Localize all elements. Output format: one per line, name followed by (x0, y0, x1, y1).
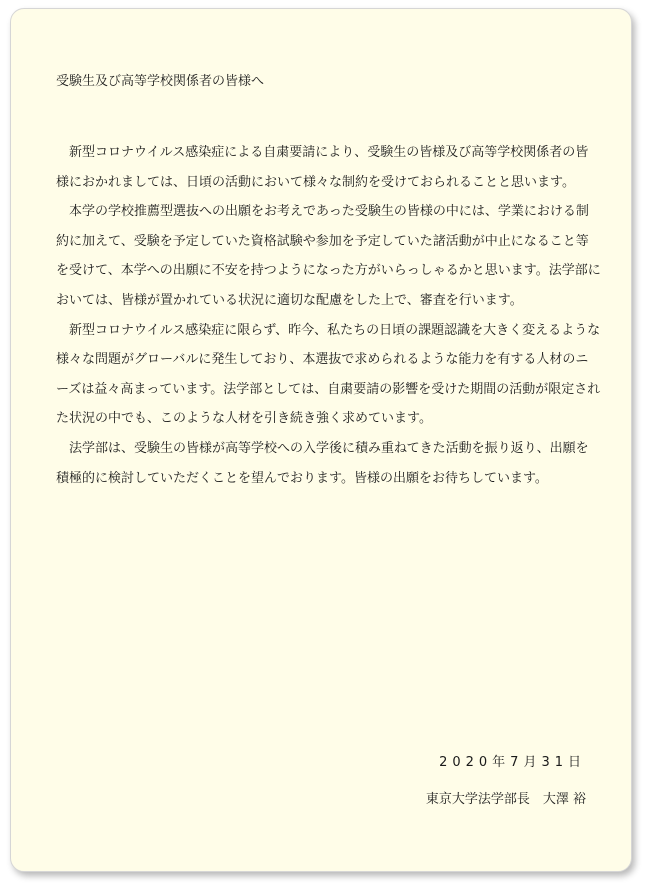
letter-body (56, 71, 601, 493)
salutation: 受験生及び高等学校関係者の皆様へ (56, 74, 265, 89)
signatory: 東京大学法学部長 大澤 裕 (425, 792, 586, 807)
paragraph-2: 本学の学校推薦型選抜への出願をお考えであった受験生の皆様の中には、学業における制約に加えて、受験を予定していた資格試験や参加を予定していた諸活動が中止になること等を受けて、本学への出願に不安を持つようになった方がいらっしゃるかと思います。法学部においては、皆様が置かれている状況に適切な配慮をした上で、審査を行います。 (56, 204, 601, 308)
signature-block (426, 744, 586, 818)
paragraph-1: 新型コロナウイルス感染症による自粛要請により、受験生の皆様及び高等学校関係者の皆様におかれましては、日頃の活動において様々な制約を受けておられることと思います。 (56, 145, 589, 190)
paragraph-3: 新型コロナウイルス感染症に限らず、昨今、私たちの日頃の課題認識を大きく変えるような様々な問題がグローバルに発生しており、本選抜で求められるような能力を有する人材のニーズは益々高まっています。法学部としては、自粛要請の影響を受けた期間の活動が限定された状況の中でも、このような人材を引き続き強く求めています。 (56, 322, 601, 427)
letter-card (10, 8, 632, 872)
letter-date: 2020年7月31日 (439, 755, 586, 770)
paragraph-4: 法学部は、受験生の皆様が高等学校への入学後に積み重ねてきた活動を振り返り、出願を積極的に検討していただくことを望んでおります。皆様の出願をお待ちしています。 (56, 440, 589, 486)
